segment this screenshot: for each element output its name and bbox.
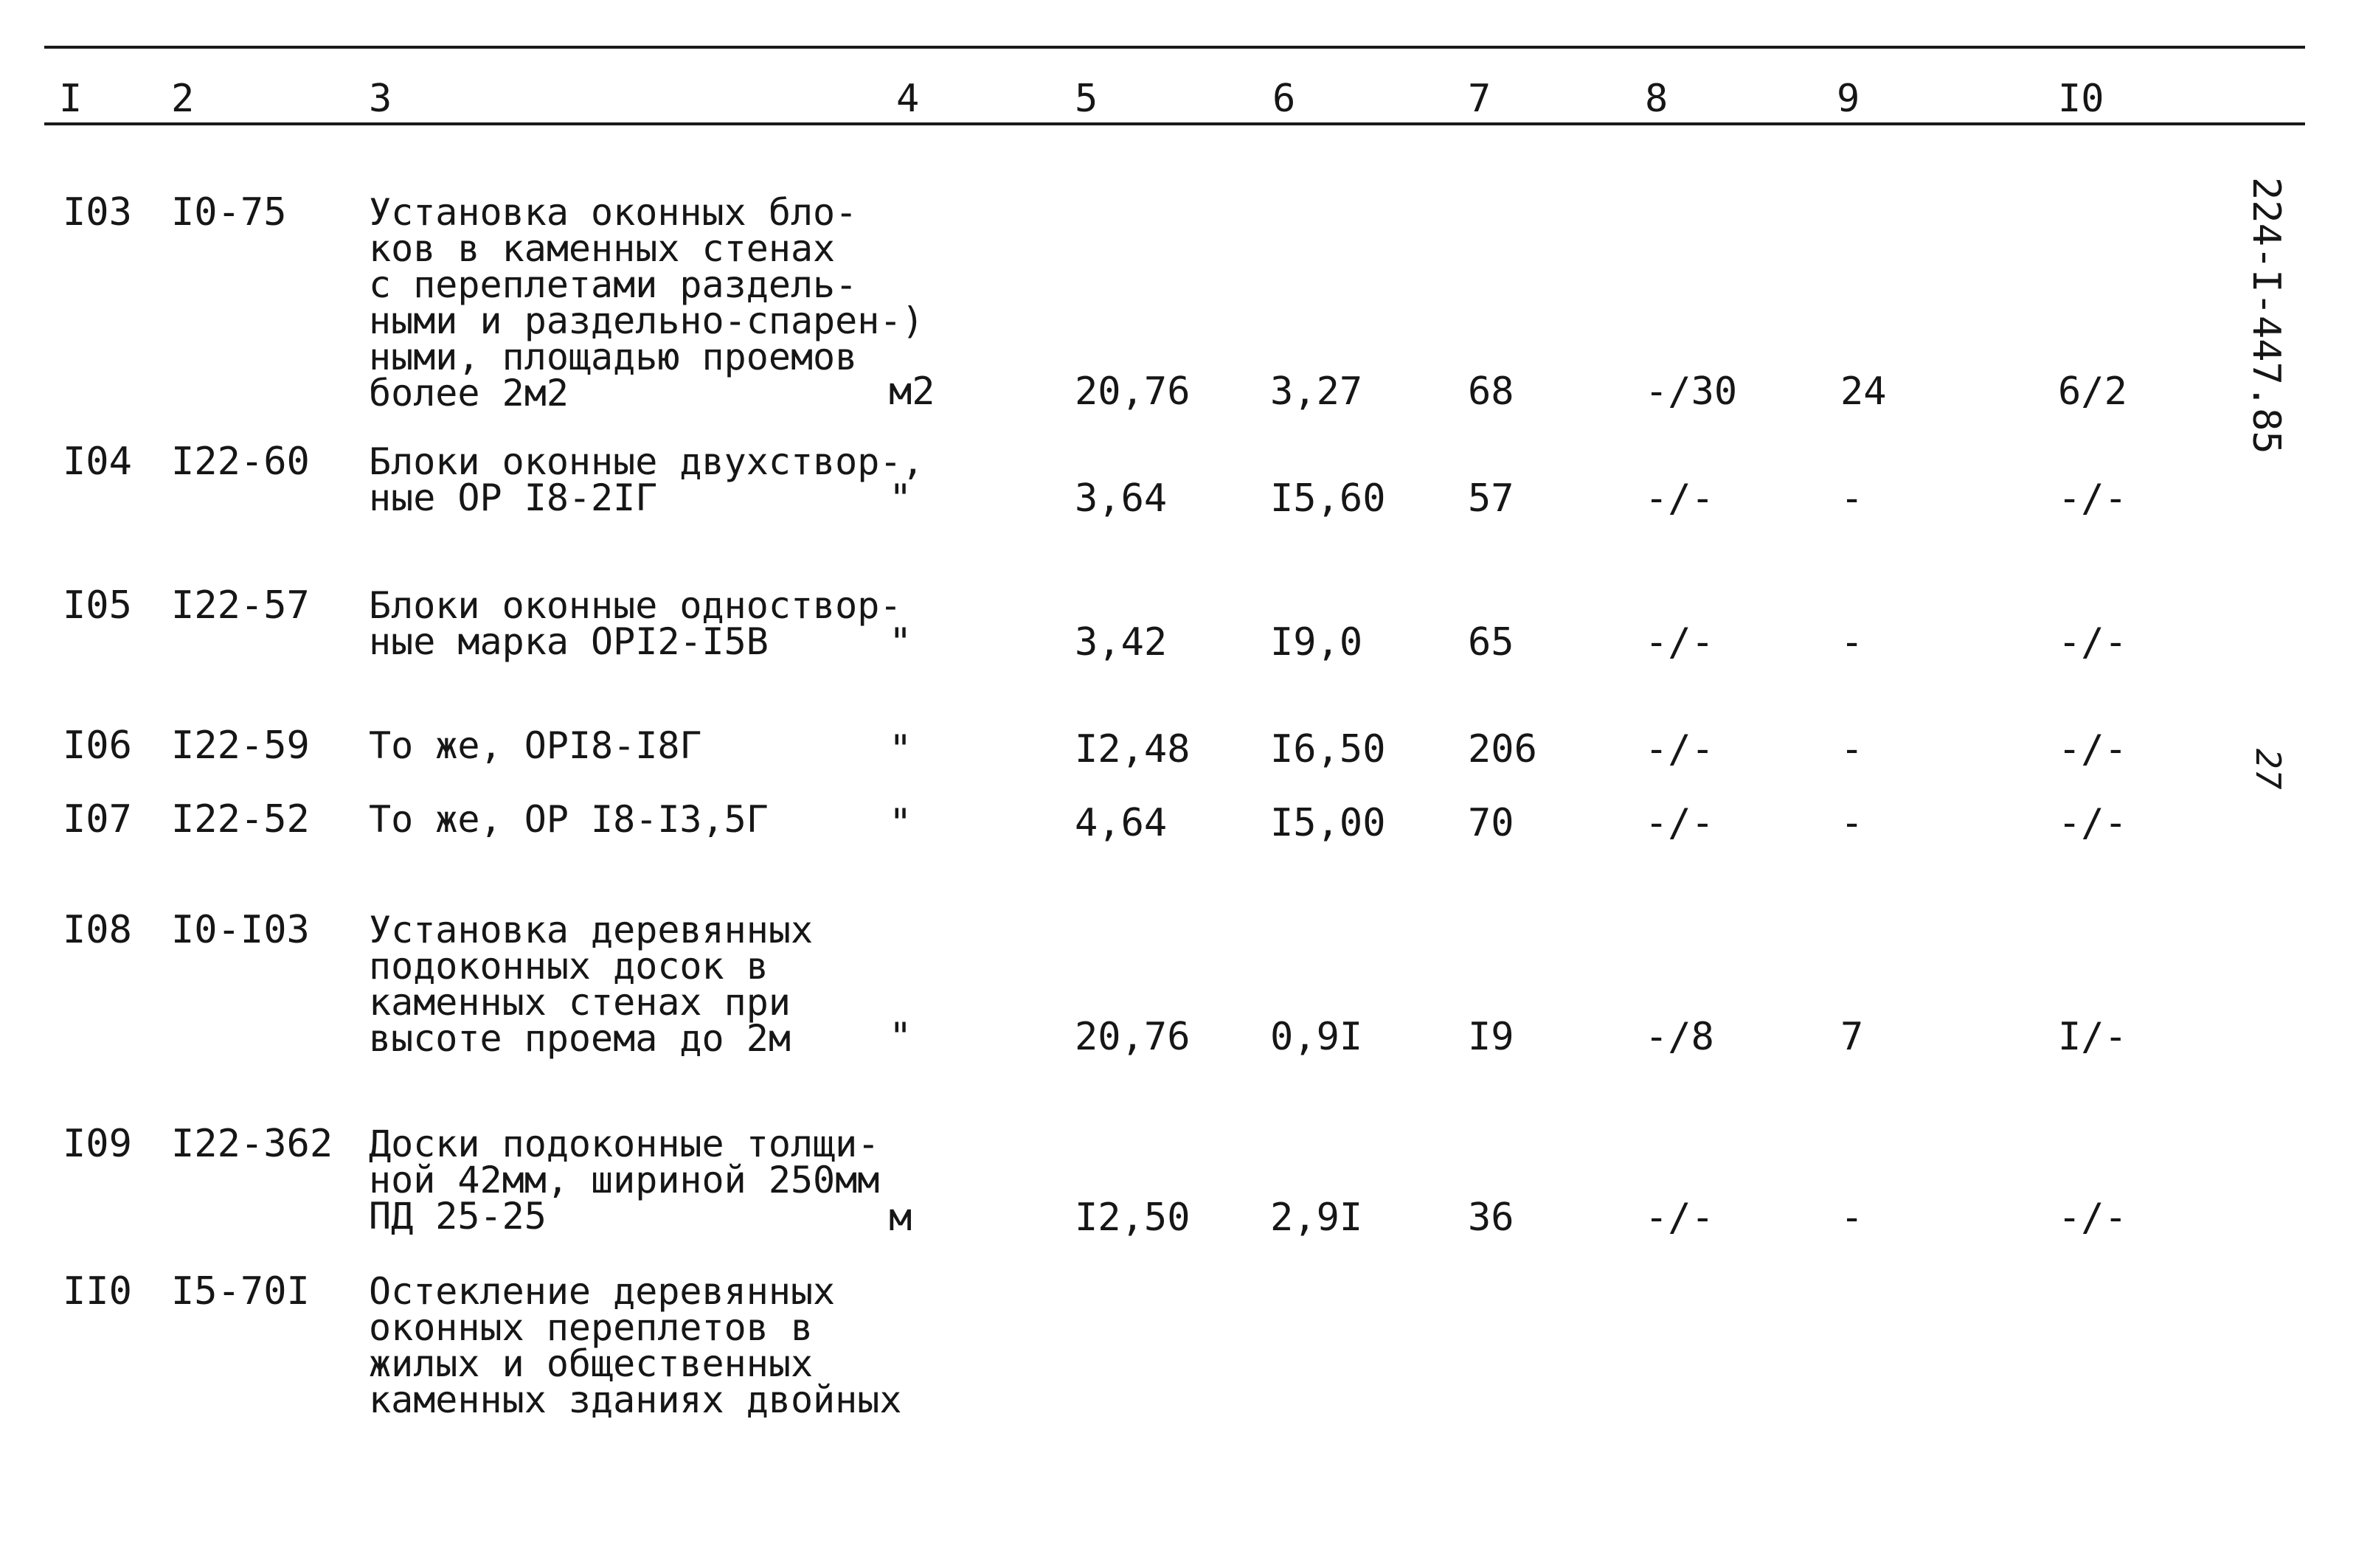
description-line: Доски подоконные толщи- — [369, 1123, 880, 1165]
unit-cell: " — [889, 620, 912, 665]
work-description — [369, 724, 702, 767]
description-line: более 2м2 — [369, 372, 569, 414]
norm-code: I22-52 — [171, 797, 310, 842]
row-number: I06 — [63, 724, 132, 768]
norm-value-cell: 0,9I — [1270, 1015, 1363, 1059]
value-col10-cell: -/- — [2058, 1196, 2127, 1240]
quantity-cell: 20,76 — [1075, 370, 1191, 414]
unit-cell: " — [889, 1015, 912, 1059]
work-description — [369, 584, 902, 663]
value-col8-cell: -/30 — [1645, 370, 1738, 414]
value-col8-cell: -/- — [1645, 620, 1714, 665]
unit-cell: м — [889, 1196, 912, 1240]
description-line: ные ОР I8-2IГ — [369, 476, 658, 519]
work-description — [369, 1123, 880, 1238]
col-header-6: 6 — [1272, 77, 1296, 121]
quantity-cell: 20,76 — [1075, 1015, 1191, 1059]
description-line: Остекление деревянных — [369, 1270, 836, 1313]
row-number: II0 — [63, 1269, 132, 1314]
norm-value-cell: 2,9I — [1270, 1196, 1363, 1240]
value-col9-cell: - — [1840, 1196, 1864, 1240]
value-col10-cell: -/- — [2058, 476, 2127, 521]
value-col7-cell: 57 — [1468, 476, 1514, 521]
row-number: I05 — [63, 583, 132, 628]
header-rule — [44, 122, 2305, 125]
col-header-1: I — [59, 77, 83, 121]
description-line: оконных переплетов в — [369, 1306, 814, 1349]
description-line: ной 42мм, шириной 250мм — [369, 1159, 880, 1201]
quantity-cell: I2,48 — [1075, 727, 1191, 771]
unit-cell: " — [889, 727, 912, 771]
value-col10-cell: I/- — [2058, 1015, 2127, 1059]
norm-code: I22-362 — [171, 1122, 333, 1166]
value-col10-cell: -/- — [2058, 620, 2127, 665]
norm-value-cell: I5,00 — [1270, 801, 1386, 845]
description-line: подоконных досок в — [369, 945, 769, 988]
description-line: Установка деревянных — [369, 909, 814, 951]
description-line: То же, ОРI8-I8Г — [369, 724, 702, 767]
col-header-9: 9 — [1837, 77, 1860, 121]
norm-code: I22-57 — [171, 583, 310, 628]
value-col9-cell: - — [1840, 476, 1864, 521]
value-col10-cell: 6/2 — [2058, 370, 2127, 414]
quantity-cell: 3,64 — [1075, 476, 1168, 521]
work-description — [369, 1270, 902, 1421]
work-description — [369, 191, 924, 414]
value-col7-cell: 206 — [1468, 727, 1537, 771]
work-description — [369, 440, 924, 521]
quantity-cell: 3,42 — [1075, 620, 1168, 665]
value-col9-cell: - — [1840, 801, 1864, 845]
norm-code: I22-60 — [171, 440, 310, 484]
norm-code: I0-75 — [171, 190, 287, 235]
unit-cell: " — [889, 476, 912, 521]
value-col10-cell: -/- — [2058, 801, 2127, 845]
value-col7-cell: 36 — [1468, 1196, 1514, 1240]
work-description — [369, 798, 769, 841]
value-col7-cell: 70 — [1468, 801, 1514, 845]
value-col8-cell: -/- — [1645, 1196, 1714, 1240]
norm-value-cell: 3,27 — [1270, 370, 1363, 414]
value-col7-cell: I9 — [1468, 1015, 1514, 1059]
value-col9-cell: - — [1840, 727, 1864, 771]
value-col7-cell: 65 — [1468, 620, 1514, 665]
row-number: I09 — [63, 1122, 132, 1166]
description-line: ными, площадью проемов — [369, 336, 858, 378]
quantity-cell: 4,64 — [1075, 801, 1168, 845]
description-line: ными и раздельно-спарен-) — [369, 299, 924, 342]
description-line: ПД 25-25 — [369, 1195, 547, 1238]
norm-value-cell: I6,50 — [1270, 727, 1386, 771]
description-line: высоте проема до 2м — [369, 1017, 791, 1060]
value-col8-cell: -/- — [1645, 727, 1714, 771]
document-code-vertical: 224-I-447.85 — [2244, 177, 2288, 454]
norm-code: I22-59 — [171, 724, 310, 768]
value-col9-cell: - — [1840, 620, 1864, 665]
value-col8-cell: -/- — [1645, 801, 1714, 845]
col-header-4: 4 — [896, 77, 920, 121]
row-number: I08 — [63, 908, 132, 952]
description-line: То же, ОР I8-I3,5Г — [369, 798, 769, 841]
col-header-10: I0 — [2058, 77, 2104, 121]
description-line: жилых и общественных — [369, 1342, 814, 1385]
row-number: I03 — [63, 190, 132, 235]
description-line: каменных стенах при — [369, 981, 791, 1024]
col-header-3: 3 — [369, 77, 392, 121]
unit-cell: " — [889, 801, 912, 845]
top-rule — [44, 46, 2305, 49]
value-col9-cell: 24 — [1840, 370, 1887, 414]
page-number: 27 — [2248, 749, 2288, 790]
value-col8-cell: -/8 — [1645, 1015, 1714, 1059]
col-header-5: 5 — [1075, 77, 1098, 121]
quantity-cell: I2,50 — [1075, 1196, 1191, 1240]
description-line: Блоки оконные одноствор- — [369, 584, 902, 627]
col-header-7: 7 — [1468, 77, 1491, 121]
norm-value-cell: I9,0 — [1270, 620, 1363, 665]
value-col7-cell: 68 — [1468, 370, 1514, 414]
description-line: Блоки оконные двухствор-, — [369, 440, 924, 483]
description-line: каменных зданиях двойных — [369, 1378, 902, 1421]
value-col9-cell: 7 — [1840, 1015, 1864, 1059]
value-col8-cell: -/- — [1645, 476, 1714, 521]
unit-cell: м2 — [889, 370, 935, 414]
norm-value-cell: I5,60 — [1270, 476, 1386, 521]
col-header-2: 2 — [171, 77, 195, 121]
col-header-8: 8 — [1645, 77, 1668, 121]
description-line: ные марка ОРI2-I5В — [369, 620, 769, 663]
description-line: Установка оконных бло- — [369, 191, 858, 234]
work-description — [369, 909, 814, 1060]
norm-code: I5-70I — [171, 1269, 310, 1314]
row-number: I07 — [63, 797, 132, 842]
description-line: с переплетами раздель- — [369, 263, 858, 306]
value-col10-cell: -/- — [2058, 727, 2127, 771]
norm-code: I0-I03 — [171, 908, 310, 952]
row-number: I04 — [63, 440, 132, 484]
description-line: ков в каменных стенах — [369, 227, 836, 270]
